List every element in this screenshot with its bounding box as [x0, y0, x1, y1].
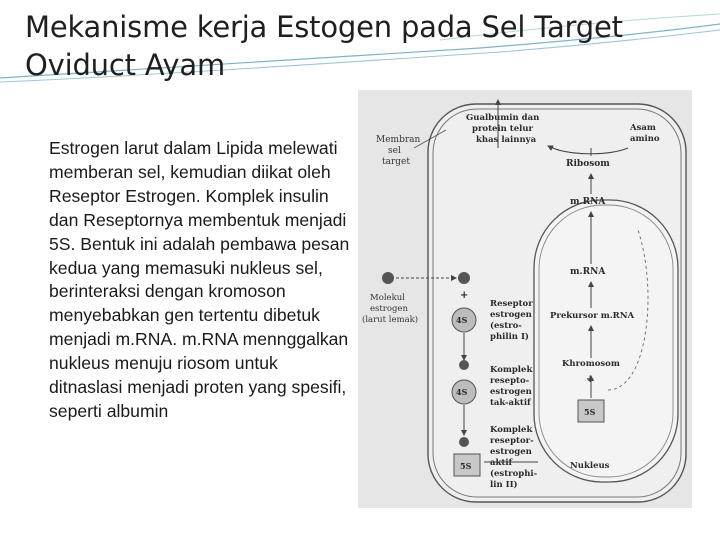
precursor-mrna-label: Prekursor m.RNA — [550, 311, 635, 321]
badge-5s-nucleus: 5S — [584, 407, 596, 417]
estrogen-bound-dot — [459, 360, 469, 370]
amino-acid-label: Asam amino — [630, 123, 660, 144]
chromosome-label: Khromosom — [562, 359, 620, 369]
title-line-2: Oviduct Ayam — [25, 48, 226, 82]
slide-title — [25, 8, 665, 84]
membrane-label: Membran sel target — [376, 135, 421, 167]
badge-5s-active: 5S — [460, 461, 472, 471]
mrna-label-cytoplasm: m.RNA — [570, 197, 606, 207]
title-line-1: Mekanisme kerja Estogen pada Sel Target — [25, 10, 623, 44]
estrogen-mechanism-diagram — [358, 90, 692, 508]
nucleus-label: Nukleus — [570, 461, 610, 471]
active-complex-label: Komplek reseptor- estrogen aktif (estrophi- lin II) — [490, 425, 538, 490]
plus-sign-2: + — [586, 374, 595, 385]
active-estrogen-dot — [459, 437, 469, 447]
body-paragraph: Estrogen larut dalam Lipida melewati memberan sel, kemudian diikat oleh Reseptor Estrogen. Komplek insulin dan Reseptornya membentuk menjadi 5S. Bentuk ini adalah pembawa pesan kedua yang memasuki nukleus sel, berinteraksi dengan kromoson menyebabkan gen tertentu dibetuk menjadi m.RNA. m.RNA mennggalkan nukleus menuju riosom untuk ditnaslasi menjadi proten yang spesifi, seperti albumin — [49, 138, 350, 421]
ribosome-label: Ribosom — [566, 159, 610, 169]
estrogen-molecule-inside — [458, 272, 470, 284]
proteins-label: Gualbumin dan protein telur khas lainnya — [466, 113, 540, 145]
mrna-label-nucleus: m.RNA — [570, 267, 606, 277]
badge-4s-receptor: 4S — [456, 315, 468, 325]
receptor-label: Reseptor estrogen (estro- philin I) — [490, 299, 533, 342]
molecule-label: Molekul estrogen (larut lemak) — [362, 293, 419, 325]
estrogen-molecule-outside — [382, 272, 394, 284]
nucleus-envelope — [534, 200, 678, 482]
inactive-complex-label: Komplek resepto- estrogen tak-aktif — [490, 365, 533, 408]
plus-sign-1: + — [460, 290, 469, 301]
badge-4s-complex: 4S — [456, 387, 468, 397]
